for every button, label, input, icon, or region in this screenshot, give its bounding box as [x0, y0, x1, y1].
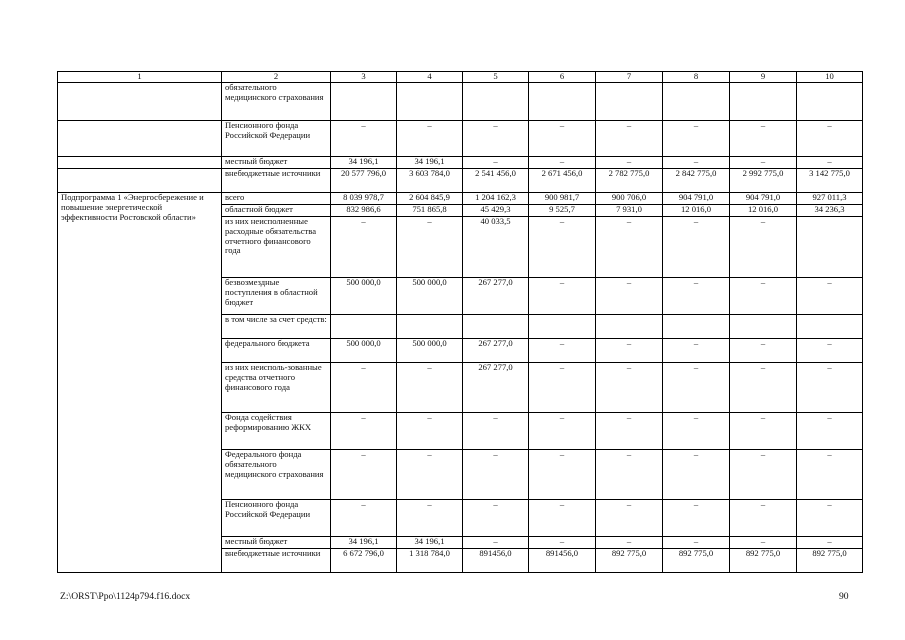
value-cell: – — [797, 121, 863, 157]
header-cell: 2 — [222, 72, 331, 83]
value-cell: – — [529, 121, 596, 157]
page-number: 90 — [839, 591, 849, 602]
value-cell: 6 672 796,0 — [331, 549, 397, 573]
value-cell — [797, 315, 863, 339]
value-cell: 904 791,0 — [730, 193, 797, 205]
value-cell: – — [331, 450, 397, 500]
value-cell: – — [463, 450, 529, 500]
value-cell: 45 429,3 — [463, 205, 529, 217]
value-cell: – — [663, 217, 730, 278]
source-cell: Пенсионного фонда Российской Федерации — [222, 500, 331, 537]
value-cell — [596, 83, 663, 121]
value-cell: – — [663, 500, 730, 537]
value-cell: 832 986,6 — [331, 205, 397, 217]
table-row — [58, 169, 863, 193]
value-cell: – — [730, 363, 797, 413]
value-cell: 892 775,0 — [596, 549, 663, 573]
value-cell: – — [596, 278, 663, 315]
value-cell: 892 775,0 — [663, 549, 730, 573]
value-cell: 2 541 456,0 — [463, 169, 529, 193]
value-cell: – — [529, 450, 596, 500]
header-cell: 8 — [663, 72, 730, 83]
value-cell — [797, 217, 863, 278]
table-row — [58, 121, 863, 157]
value-cell: 3 142 775,0 — [797, 169, 863, 193]
value-cell: – — [596, 450, 663, 500]
value-cell: 3 603 784,0 — [397, 169, 463, 193]
value-cell: – — [730, 537, 797, 549]
value-cell: – — [797, 157, 863, 169]
value-cell: – — [463, 121, 529, 157]
value-cell: 2 604 845,9 — [397, 193, 463, 205]
source-cell: Федерального фонда обязательного медицинского страхования — [222, 450, 331, 500]
program-cell-empty — [58, 121, 222, 157]
value-cell: 900 981,7 — [529, 193, 596, 205]
value-cell: – — [663, 450, 730, 500]
value-cell: – — [397, 217, 463, 278]
value-cell: 267 277,0 — [463, 363, 529, 413]
value-cell: 900 706,0 — [596, 193, 663, 205]
value-cell: – — [463, 500, 529, 537]
value-cell: – — [596, 339, 663, 363]
value-cell: – — [463, 413, 529, 450]
value-cell: 1 318 784,0 — [397, 549, 463, 573]
value-cell: – — [663, 537, 730, 549]
header-cell: 5 — [463, 72, 529, 83]
value-cell: – — [663, 413, 730, 450]
value-cell — [529, 83, 596, 121]
source-cell: внебюджетные источники — [222, 169, 331, 193]
source-cell: всего — [222, 193, 331, 205]
source-cell: местный бюджет — [222, 537, 331, 549]
value-cell: – — [663, 157, 730, 169]
table-row — [58, 193, 863, 205]
value-cell: – — [596, 537, 663, 549]
value-cell: 500 000,0 — [331, 278, 397, 315]
value-cell: 34 236,3 — [797, 205, 863, 217]
value-cell: – — [797, 537, 863, 549]
value-cell: 927 011,3 — [797, 193, 863, 205]
value-cell: 34 196,1 — [397, 157, 463, 169]
value-cell: – — [797, 413, 863, 450]
value-cell: – — [730, 413, 797, 450]
header-cell: 10 — [797, 72, 863, 83]
value-cell: – — [529, 278, 596, 315]
header-cell: 6 — [529, 72, 596, 83]
value-cell: – — [463, 157, 529, 169]
value-cell: – — [529, 537, 596, 549]
value-cell: – — [797, 339, 863, 363]
value-cell: – — [529, 339, 596, 363]
value-cell: – — [797, 363, 863, 413]
value-cell — [730, 83, 797, 121]
value-cell: 892 775,0 — [730, 549, 797, 573]
value-cell: – — [663, 121, 730, 157]
value-cell: 8 039 978,7 — [331, 193, 397, 205]
value-cell: – — [397, 450, 463, 500]
value-cell: 751 865,8 — [397, 205, 463, 217]
value-cell — [331, 83, 397, 121]
header-cell: 4 — [397, 72, 463, 83]
value-cell: – — [529, 413, 596, 450]
value-cell: 2 671 456,0 — [529, 169, 596, 193]
value-cell — [463, 83, 529, 121]
value-cell: 500 000,0 — [397, 278, 463, 315]
value-cell — [397, 315, 463, 339]
value-cell: – — [463, 537, 529, 549]
value-cell: – — [797, 278, 863, 315]
value-cell: – — [730, 121, 797, 157]
value-cell: 904 791,0 — [663, 193, 730, 205]
value-cell: 20 577 796,0 — [331, 169, 397, 193]
program-cell-empty — [58, 169, 222, 193]
value-cell — [663, 83, 730, 121]
value-cell: – — [730, 157, 797, 169]
value-cell: 9 525,7 — [529, 205, 596, 217]
value-cell: 891456,0 — [529, 549, 596, 573]
value-cell: – — [663, 278, 730, 315]
value-cell: – — [663, 363, 730, 413]
program-cell-empty — [58, 157, 222, 169]
value-cell: – — [529, 157, 596, 169]
value-cell: – — [331, 121, 397, 157]
header-cell: 7 — [596, 72, 663, 83]
header-cell: 1 — [58, 72, 222, 83]
value-cell: 12 016,0 — [730, 205, 797, 217]
value-cell: – — [797, 450, 863, 500]
value-cell — [331, 315, 397, 339]
value-cell: – — [596, 500, 663, 537]
value-cell: 12 016,0 — [663, 205, 730, 217]
value-cell: – — [596, 157, 663, 169]
value-cell: – — [596, 413, 663, 450]
value-cell: 34 196,1 — [397, 537, 463, 549]
value-cell: – — [529, 363, 596, 413]
value-cell: 2 992 775,0 — [730, 169, 797, 193]
table-row — [58, 83, 863, 121]
value-cell: – — [529, 500, 596, 537]
table-row — [58, 157, 863, 169]
value-cell: 1 204 162,3 — [463, 193, 529, 205]
value-cell: 34 196,1 — [331, 157, 397, 169]
value-cell: – — [730, 278, 797, 315]
value-cell: – — [331, 217, 397, 278]
source-cell: федерального бюджета — [222, 339, 331, 363]
value-cell: 500 000,0 — [331, 339, 397, 363]
value-cell: – — [331, 363, 397, 413]
source-cell: Фонда содействия реформированию ЖКХ — [222, 413, 331, 450]
subprogram-title: Подпрограмма 1 «Энергосбережение и повышение энергетической эффективности Ростовской области» — [58, 193, 222, 573]
value-cell — [797, 83, 863, 121]
value-cell — [529, 315, 596, 339]
value-cell: 267 277,0 — [463, 278, 529, 315]
value-cell — [730, 315, 797, 339]
source-cell: Пенсионного фонда Российской Федерации — [222, 121, 331, 157]
value-cell: – — [730, 339, 797, 363]
value-cell: 40 033,5 — [463, 217, 529, 278]
value-cell: 2 782 775,0 — [596, 169, 663, 193]
source-cell: областной бюджет — [222, 205, 331, 217]
source-cell: местный бюджет — [222, 157, 331, 169]
value-cell: – — [596, 217, 663, 278]
value-cell — [663, 315, 730, 339]
value-cell: – — [596, 363, 663, 413]
value-cell: 892 775,0 — [797, 549, 863, 573]
value-cell — [596, 315, 663, 339]
value-cell: 2 842 775,0 — [663, 169, 730, 193]
value-cell: – — [730, 217, 797, 278]
header-cell: 3 — [331, 72, 397, 83]
value-cell: – — [797, 500, 863, 537]
value-cell: – — [397, 413, 463, 450]
value-cell: – — [397, 363, 463, 413]
value-cell: – — [730, 500, 797, 537]
value-cell: – — [596, 121, 663, 157]
source-cell: обязательного медицинского страхования — [222, 83, 331, 121]
source-cell: из них неисполненные расходные обязательства отчетного финансового года — [222, 217, 331, 278]
source-cell: внебюджетные источники — [222, 549, 331, 573]
budget-table — [57, 71, 863, 573]
table-header-row — [58, 72, 863, 83]
value-cell: – — [529, 217, 596, 278]
value-cell: 34 196,1 — [331, 537, 397, 549]
source-cell: из них неисполь-зованные средства отчетного финансового года — [222, 363, 331, 413]
value-cell: 500 000,0 — [397, 339, 463, 363]
value-cell: – — [331, 500, 397, 537]
program-cell-empty — [58, 83, 222, 121]
value-cell: – — [397, 121, 463, 157]
value-cell: – — [730, 450, 797, 500]
value-cell: – — [331, 413, 397, 450]
source-cell: в том числе за счет средств: — [222, 315, 331, 339]
value-cell: 891456,0 — [463, 549, 529, 573]
value-cell — [463, 315, 529, 339]
file-path-footer: Z:\ORST\Ppo\1124p794.f16.docx — [60, 591, 191, 602]
source-cell: безвозмездные поступления в областной бюджет — [222, 278, 331, 315]
value-cell — [397, 83, 463, 121]
header-cell: 9 — [730, 72, 797, 83]
value-cell: 7 931,0 — [596, 205, 663, 217]
value-cell: 267 277,0 — [463, 339, 529, 363]
value-cell: – — [397, 500, 463, 537]
value-cell: – — [663, 339, 730, 363]
